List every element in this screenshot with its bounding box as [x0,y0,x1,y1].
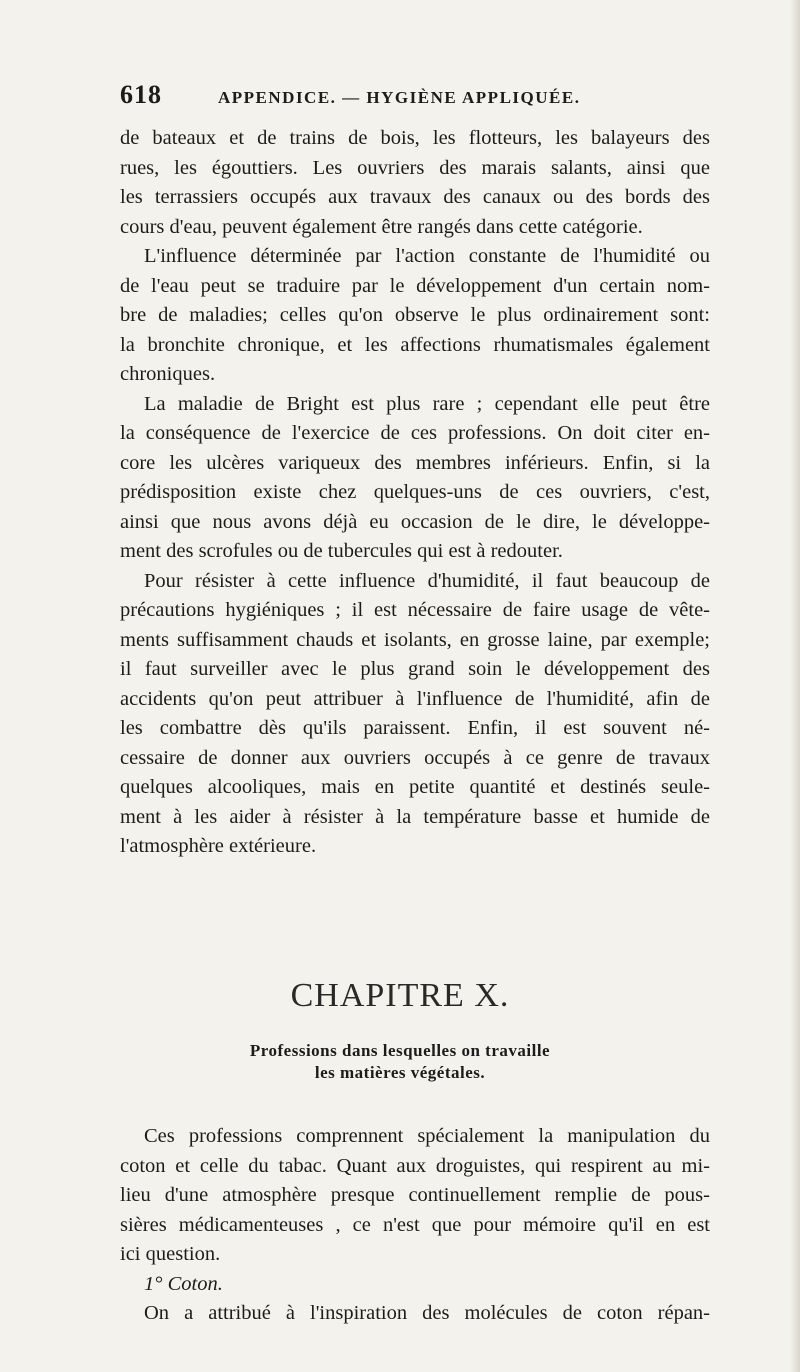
text-line: chroniques. [120,363,216,385]
text-line: Ces professions comprennent spécialement la manipulation du [144,1125,710,1147]
text-line: les terrassiers occupés aux travaux des canaux ou des bords des [120,186,710,208]
text-line: ici question. [120,1243,221,1265]
text-line: la bronchite chronique, et les affections rhumatismales également [120,333,710,356]
text-line: La maladie de Bright est plus rare ; cependant elle peut être [144,392,710,415]
text-line: précautions hygiéniques ; il est nécessaire de faire usage de vête- [120,599,710,621]
text-line: quelques alcooliques, mais en petite quantité et destinés seule- [120,776,710,798]
text-line: de bateaux et de trains de bois, les flotteurs, les balayeurs des [120,127,710,149]
text-line: prédisposition existe chez quelques-uns de ces ouvriers, c'est, [120,481,710,503]
page-number: 618 [120,80,162,109]
text-line: On a attribué à l'inspiration des molécules de coton répan- [144,1302,710,1324]
text-line: L'influence déterminée par l'action constante de l'humidité ou [144,245,710,267]
section-title-line-2: les matières végétales. [314,1063,486,1082]
text-line: ments suffisamment chauds et isolants, en grosse laine, par exemple; [120,628,710,651]
text-line: l'atmosphère extérieure. [120,835,317,857]
text-line: ment des scrofules ou de tubercules qui est à redouter. [120,540,563,562]
body-text-top [120,124,710,862]
subsection-heading: 1° Coton. [144,1272,223,1295]
body-text-bottom [120,1122,710,1329]
text-line: lieu d'une atmosphère presque continuellement remplie de pous- [120,1184,710,1206]
running-head: APPENDICE. — HYGIÈNE APPLIQUÉE. [218,88,581,107]
text-line: ment à les aider à résister à la température basse et humide de [120,805,710,828]
page-header [120,80,680,120]
section-title-line-1: Professions dans lesquelles on travaille [249,1041,551,1060]
page-edge-shadow [790,0,800,1372]
text-line: accidents qu'on peut attribuer à l'influence de l'humidité, afin de [120,687,710,710]
text-line: sières médicamenteuses , ce n'est que pour mémoire qu'il en est [120,1213,710,1236]
text-line: cessaire de donner aux ouvriers occupés à ce genre de travaux [120,746,710,769]
text-line: coton et celle du tabac. Quant aux droguistes, qui respirent au mi- [120,1154,710,1177]
text-line: de l'eau peut se traduire par le développement d'un certain nom- [120,274,710,297]
text-line: rues, les égouttiers. Les ouvriers des marais salants, ainsi que [120,156,710,179]
text-line: ainsi que nous avons déjà eu occasion de le dire, le développe- [120,510,710,533]
section-title [120,1040,680,1084]
text-line: la conséquence de l'exercice de ces professions. On doit citer en- [120,422,710,444]
text-line: il faut surveiller avec le plus grand soin le développement des [120,658,710,680]
chapter-title: CHAPITRE X. [290,977,510,1014]
text-line: core les ulcères variqueux des membres inférieurs. Enfin, si la [120,451,710,474]
text-line: bre de maladies; celles qu'on observe le plus ordinairement sont: [120,304,710,326]
text-line: Pour résister à cette influence d'humidité, il faut beaucoup de [144,569,710,592]
text-line: cours d'eau, peuvent également être rangés dans cette catégorie. [120,215,643,238]
text-line: les combattre dès qu'ils paraissent. Enfin, il est souvent né- [120,717,710,739]
